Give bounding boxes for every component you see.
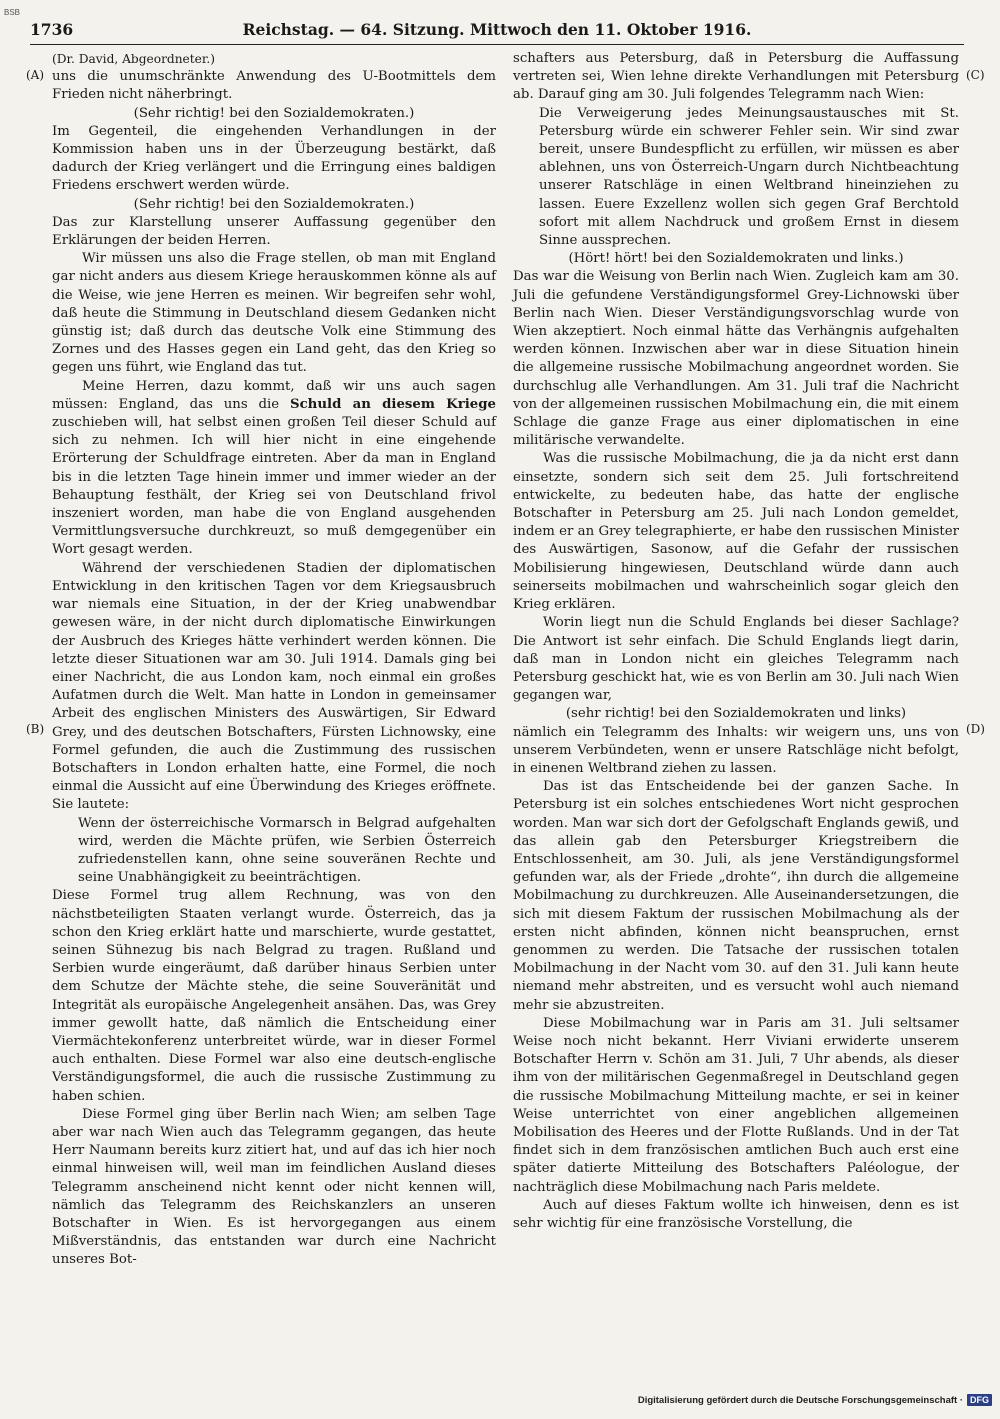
margin-marker-a: (A) xyxy=(26,68,45,82)
page-header xyxy=(30,18,964,45)
paragraph: schafters aus Petersburg, daß in Petersburg die Auffassung vertreten sei, Wien lehne direkte Verhandlungen mit Petersburg ab. Darauf ging am 30. Juli folgendes Telegramm nach Wien: xyxy=(513,51,959,103)
interjection: (Sehr richtig! bei den Sozialdemokraten.) xyxy=(133,105,415,121)
paragraph: Diese Formel ging über Berlin nach Wien; am selben Tage aber war nach Wien auch das Telegramm gegangen, das heute Herr Naumann bereits kurz zitiert hat, und auf das ich hier noch einmal hinweisen will, weil man im feindlichen Ausland dieses Telegramm anscheinend nicht kennt oder nicht kennen will, nämlich das Telegramm des Reichskanzlers an unseren Botschafter in Wien. Es ist hervorgegangen aus einem Mißverständnis, das entstanden war durch eine Nachricht unseres Bot- xyxy=(52,1106,496,1268)
quoted-telegram: Die Verweigerung jedes Meinungsaustausches mit St. Petersburg würde ein schwerer Fehler sein. Wir sind zwar bereit, unsere Bundespflicht zu erfüllen, wir müssen es aber ablehnen, uns von Österreich-Ungarn durch Nichtbeachtung unserer Ratschläge in einen Weltbrand hineinziehen zu lassen. Euere Exzellenz wollen sich gegen Graf Berchtold sofort mit allem Nachdruck und großem Ernst in diesem Sinne aussprechen. xyxy=(539,105,959,249)
interjection: (sehr richtig! bei den Sozialdemokraten und links) xyxy=(565,706,907,722)
paragraph-with-emphasis xyxy=(52,378,496,560)
interjection: (Hört! hört! bei den Sozialdemokraten und links.) xyxy=(568,251,904,267)
running-title: Reichstag. — 64. Sitzung. Mittwoch den 11. Oktober 1916. xyxy=(242,20,752,39)
page-number: 1736 xyxy=(30,20,74,39)
paragraph: Auch auf dieses Faktum wollte ich hinweisen, denn es ist sehr wichtig für eine französische Vorstellung, die xyxy=(513,1197,959,1231)
margin-marker-b: (B) xyxy=(26,722,45,736)
margin-marker-d: (D) xyxy=(966,722,985,736)
paragraph-text: zuschieben will, hat selbst einen großen Teil dieser Schuld auf sich zu nehmen. Ich will hier nicht in eine eingehende Erörterung der Schuldfrage eintreten. Aber da man in England bis in die letzten Tage hinein immer und immer wieder an der Behauptung festhält, der Krieg sei von Deutschland frivol inszeniert worden, man habe die von England ausgehenden Vermittlungsversuche durchkreuzt, so muß demgegenüber ein Wort gesagt werden. xyxy=(52,415,496,558)
paragraph: Das zur Klarstellung unserer Auffassung gegenüber den Erklärungen der beiden Herren. xyxy=(52,214,496,249)
speaker-label: (Dr. David, Abgeordneter.) xyxy=(52,52,215,66)
paragraph: Im Gegenteil, die eingehenden Verhandlungen in der Kommission haben uns in der Überzeugung bestärkt, daß dadurch der Krieg verlängert und die Erringung eines baldigen Friedens erschwert werden würde. xyxy=(52,123,496,194)
paragraph: Das war die Weisung von Berlin nach Wien. Zugleich kam am 30. Juli die gefundene Verständigungsformel Grey-Lichnowski über Berlin nach Wien. Dieser Verständigungsvorschlag wurde von Wien akzeptiert. Noch einmal hätte das Verhängnis aufgehalten werden können. Inzwischen aber war in diese Situation hinein die allgemeine russische Mobilmachung angeordnet worden. Sie durchschlug alle Verhandlungen. Am 31. Juli traf die Nachricht von der allgemeinen russischen Mobilmachung ein, die mit einem Schlage die ganze Frage aus einer diplomatischen in eine militärische verwandelte. xyxy=(513,269,959,449)
paragraph: Worin liegt nun die Schuld Englands bei dieser Sachlage? Die Antwort ist sehr einfach. Die Schuld Englands liegt darin, daß man in London nicht ein gleiches Telegramm nach Petersburg geschickt hat, wie es von Berlin am 30. Juli nach Wien gegangen war, xyxy=(513,615,959,704)
right-column xyxy=(513,50,959,1233)
paragraph: Während der verschiedenen Stadien der diplomatischen Entwicklung in den kritischen Tagen vor dem Kriegsausbruch war niemals eine Situation, in der der Krieg unabwendbar gewesen wäre, in der nicht durch diplomatische Einwirkungen der Ausbruch des Krieges hätte verhindert werden können. Die letzte dieser Situationen war am 30. Juli 1914. Damals ging bei einer Nachricht, die aus London kam, noch einmal ein großes Aufatmen durch die Welt. Man hatte in London in gemeinsamer Arbeit des englischen Ministers des Auswärtigen, Sir Edward Grey, und des deutschen Botschafters, Fürsten Lichnowsky, eine Formel gefunden, die auch die Zustimmung des russischen Botschafters in London erhalten hatte, eine Formel, die noch einmal die Aussicht auf eine Überwindung des Krieges eröffnete. Sie lautete: xyxy=(52,560,496,813)
paragraph: Wir müssen uns also die Frage stellen, ob man mit England gar nicht anders aus diesem Kriege herauskommen könne als auf die Weise, wie jene Herren es meinen. Wir begreifen sehr wohl, daß heute die Stimmung in Deutschland diesem Gedanken nicht günstig ist; daß durch das deutsche Volk eine Stimmung des Zornes und des Hasses gegen ein Land geht, das den Krieg so gegen uns führt, wie England das tut. xyxy=(52,251,496,376)
dfg-logo: DFG xyxy=(967,1394,992,1406)
library-mark: BSB xyxy=(4,8,21,17)
bold-phrase: Schuld an diesem Kriege xyxy=(289,396,496,412)
left-column xyxy=(52,50,496,1270)
margin-marker-c: (C) xyxy=(966,68,985,82)
paragraph: Das ist das Entscheidende bei der ganzen Sache. In Petersburg ist ein solches entschiedenes Wort nicht gesprochen worden. Man war sich dort der Gefolgschaft Englands gewiß, und das allein gab den Petersburger Kriegstreibern die Entschlossenheit, am 30. Juli, als jene Verständigungsformel gefunden war, als der Friede „drohte“, ihn durch die allgemeine Mobilmachung zu durchkreuzen. Alle Auseinandersetzungen, die sich mit diesem Faktum der russischen Mobilmachung als der ersten nicht abfinden, können nicht beanspruchen, ernst genommen zu werden. Die Tatsache der russischen totalen Mobilmachung in der Nacht vom 30. auf den 31. Juli kann heute niemand mehr abstreiten, und es versucht wohl auch niemand mehr sie abzustreiten. xyxy=(513,779,959,1013)
quoted-formula: Wenn der österreichische Vormarsch in Belgrad aufgehalten wird, werden die Mächte prüfen, wie Serbien Österreich zufriedenstellen kann, ohne seine souveränen Rechte und seine Unabhängigkeit zu beeinträchtigen. xyxy=(78,815,496,886)
paragraph-text: Meine Herren, dazu kommt, daß wir uns auch sagen müssen: England, das uns die xyxy=(52,378,496,412)
paragraph: Diese Mobilmachung war in Paris am 31. Juli seltsamer Weise noch nicht bekannt. Herr Viviani erwiderte unserem Botschafter Herrn v. Schön am 31. Juli, 7 Uhr abends, als dieser ihm von der militärischen Gegenmaßregel in Deutschland gegen die russische Mobilmachung Mitteilung machte, er sei in keiner Weise unterrichtet von einer angeblichen allgemeinen Mobilisation des Heeres und der Flotte Rußlands. Und in der Tat findet sich in dem französischen amtlichen Buch auch erst eine später datierte Mitteilung des Botschafters Paléologue, der nachträglich diese Mobilmachung nach Paris meldete. xyxy=(513,1015,959,1195)
paragraph: Diese Formel trug allem Rechnung, was von den nächstbeteiligten Staaten verlangt wurde. Österreich, das ja schon den Krieg erklärt hatte und marschierte, wurde gestattet, seinen Sühnezug bis nach Belgrad zu tragen. Rußland und Serbien wurde eingeräumt, daß darüber hinaus Serbien unter dem Schutze der Mächte stehe, die seine Souveränität und Integrität als europäische Angelegenheit ansähen. Das, was Grey immer gewollt hatte, daß nämlich die Entscheidung einer Viermächtekonferenz unterbreitet würde, war in dieser Formel auch enthalten. Diese Formel war also eine deutsch-englische Verständigungsformel, die auch die russische Zustimmung zu haben schien. xyxy=(52,888,496,1104)
paragraph: Was die russische Mobilmachung, die ja da nicht erst dann einsetzte, sondern sich seit dem 25. Juli fortschreitend entwickelte, zu bedeuten habe, das hatte der englische Botschafter in Petersburg am 25. Juli nach London gemeldet, indem er an Grey telegraphierte, er habe den russischen Minister des Auswärtigen, Sasonow, auf die Gefahr der russischen Mobilisierung hingewiesen, Deutschland würde dann auch seinerseits mobilmachen und wahrscheinlich sogar gleich den Krieg erklären. xyxy=(513,451,959,613)
digitization-footer xyxy=(638,1394,992,1406)
paragraph: uns die unumschränkte Anwendung des U-Bootmittels dem Frieden nicht näherbringt. xyxy=(52,69,496,103)
paragraph: nämlich ein Telegramm des Inhalts: wir weigern uns, uns von unserem Verbündeten, wenn er unsere Ratschläge nicht befolgt, in einenen Weltbrand ziehen zu lassen. xyxy=(513,724,959,776)
interjection: (Sehr richtig! bei den Sozialdemokraten.) xyxy=(133,196,415,212)
footer-credit: Digitalisierung gefördert durch die Deutsche Forschungsgemeinschaft · xyxy=(637,1394,963,1406)
